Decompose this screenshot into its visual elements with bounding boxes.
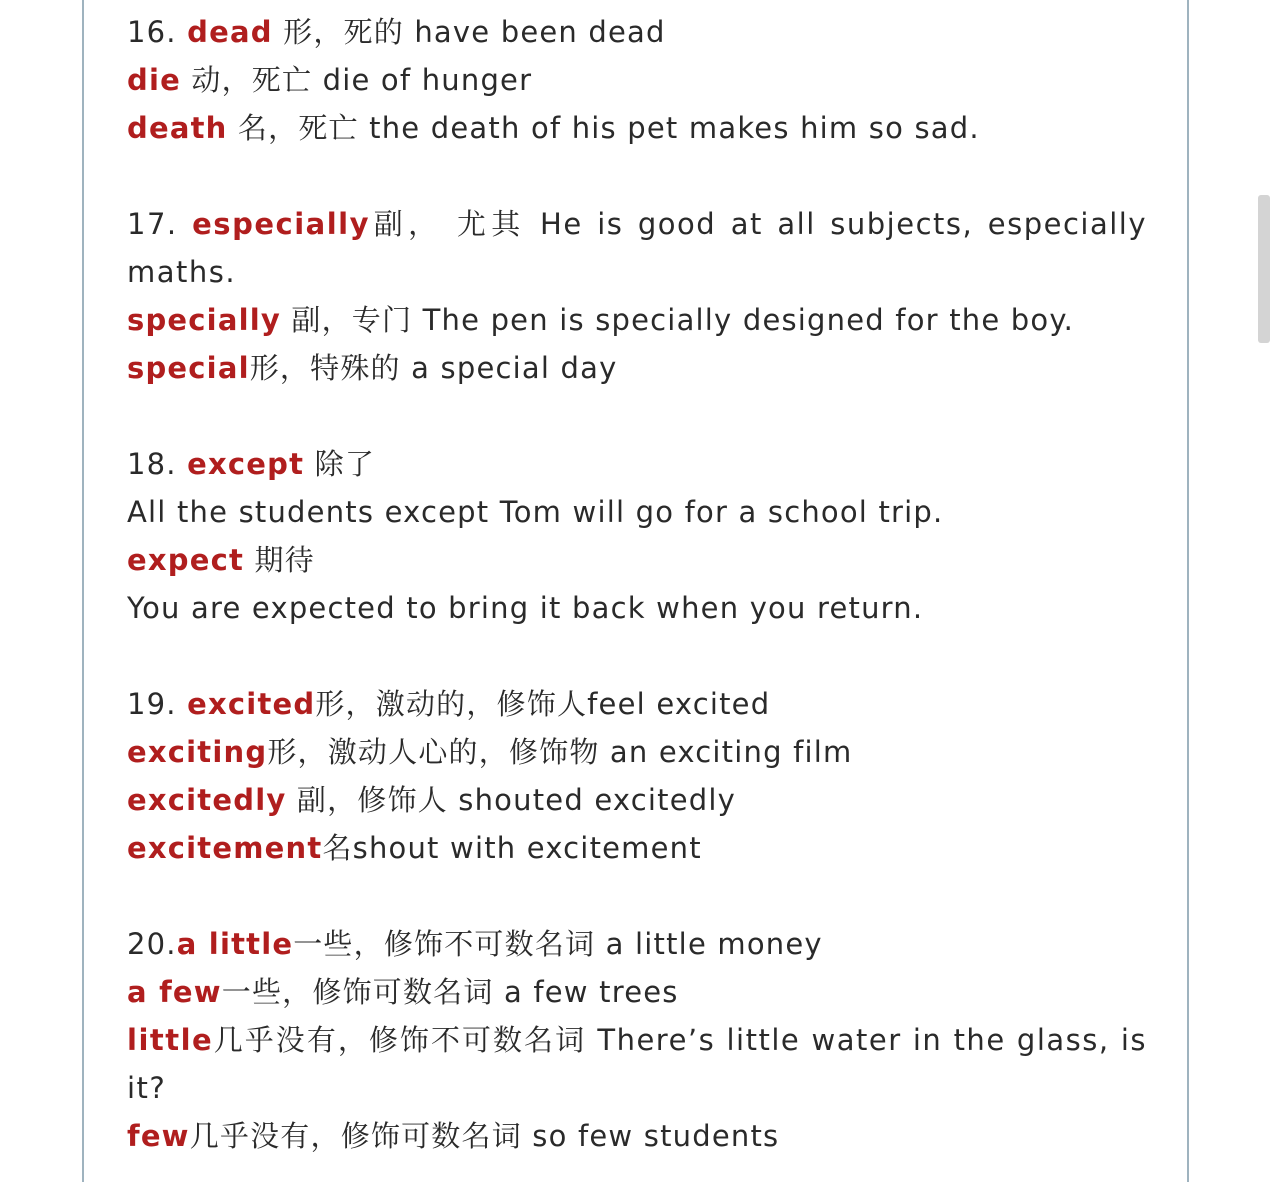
entry-line [127, 296, 1147, 344]
entry-text: 形，激动人心的，修饰物 an exciting film [267, 735, 853, 769]
entry-line [127, 1112, 1147, 1160]
example-sentence [127, 584, 1147, 632]
entry-text: 形，激动的，修饰人feel excited [315, 687, 771, 721]
entry-line [127, 536, 1147, 584]
keyword: dead [187, 15, 273, 49]
keyword: a few [127, 975, 222, 1009]
entry-line [127, 440, 1147, 488]
entry-line [127, 920, 1147, 968]
entry-text: 除了 [304, 447, 376, 481]
content-border-right [1187, 0, 1189, 1182]
entry-text: 形，特殊的 a special day [249, 351, 618, 385]
entry-text: 动，死亡 die of hunger [180, 63, 533, 97]
entry-text: 名，死亡 the death of his pet makes him so sad. [227, 111, 980, 145]
keyword: exciting [127, 735, 268, 769]
entry-number: 17. [127, 207, 193, 241]
entry-text: 形，死的 have been dead [272, 15, 666, 49]
keyword: few [127, 1119, 190, 1153]
entry-line [127, 824, 1147, 872]
entry-text: 几乎没有，修饰不可数名词 There’s little water in the glass, is it? [127, 1023, 1147, 1105]
entry-line [127, 968, 1147, 1016]
paragraph-gap [127, 392, 1147, 440]
entry-number: 20. [127, 927, 177, 961]
entry-line [127, 1016, 1147, 1112]
entry-line [127, 56, 1147, 104]
paragraph-gap [127, 872, 1147, 920]
keyword: excitedly [127, 783, 287, 817]
entry-line [127, 728, 1147, 776]
entry-text: All the students except Tom will go for a school trip. [127, 495, 944, 529]
keyword: except [187, 447, 305, 481]
keyword: special [127, 351, 250, 385]
entry-text: 副，专门 The pen is specially designed for the boy. [280, 303, 1075, 337]
entry-line [127, 200, 1147, 296]
example-sentence [127, 488, 1147, 536]
entry-number: 16. [127, 15, 188, 49]
paragraph-gap [127, 632, 1147, 680]
content-border-left [82, 0, 84, 1182]
keyword: death [127, 111, 228, 145]
entry-text: 一些，修饰不可数名词 a little money [293, 927, 823, 961]
entry-text: You are expected to bring it back when you return. [127, 591, 924, 625]
entry-line [127, 344, 1147, 392]
entry-number: 19. [127, 687, 188, 721]
keyword: little [127, 1023, 214, 1057]
keyword: expect [127, 543, 245, 577]
entry-text: 副，修饰人 shouted excitedly [286, 783, 736, 817]
paragraph-gap [127, 152, 1147, 200]
entry-line [127, 104, 1147, 152]
vocabulary-list [127, 8, 1147, 1160]
entry-text: 几乎没有，修饰可数名词 so few students [189, 1119, 780, 1153]
entry-text: 期待 [244, 543, 315, 577]
entry-line [127, 776, 1147, 824]
keyword: especially [192, 207, 370, 241]
entry-text: 一些，修饰可数名词 a few trees [221, 975, 679, 1009]
keyword: specially [127, 303, 281, 337]
entry-text: 名shout with excitement [322, 831, 702, 865]
scrollbar-thumb[interactable] [1258, 195, 1270, 343]
entry-line [127, 8, 1147, 56]
entry-text: 副， 尤其 He is good at all subjects, especially maths. [127, 207, 1147, 289]
entry-line [127, 680, 1147, 728]
entry-number: 18. [127, 447, 188, 481]
keyword: a little [176, 927, 294, 961]
keyword: excitement [127, 831, 323, 865]
keyword: excited [187, 687, 316, 721]
keyword: die [127, 63, 181, 97]
